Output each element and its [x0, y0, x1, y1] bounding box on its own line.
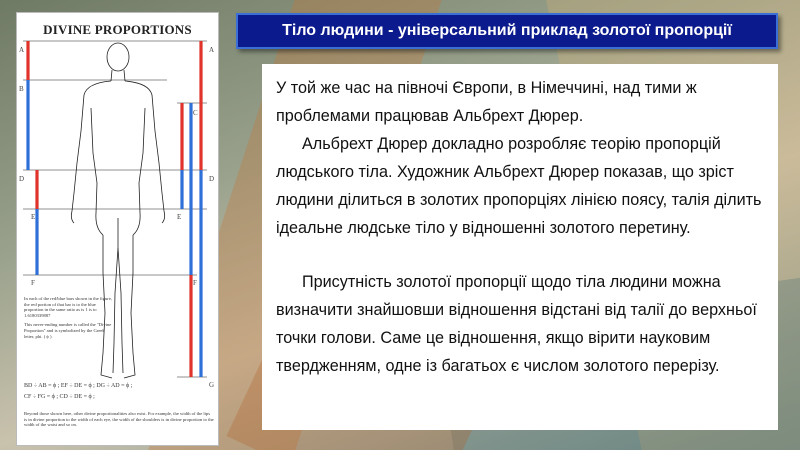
- label-e-left: E: [31, 213, 36, 221]
- slide-title: Тіло людини - універсальний приклад золотої пропорції: [282, 22, 732, 39]
- text-panel: [262, 64, 778, 430]
- caption-ratio-text: In each of the red/blue bars shown in the figure, the red portion of that bar is to the blue proportion in the same ratio as is 1 is to 1.6180339887: [24, 296, 113, 318]
- label-f-right: F: [193, 279, 197, 287]
- label-d-right: D: [209, 175, 215, 183]
- formula-line-2: CF ÷ FG = ϕ ; CD ÷ DE = ϕ ;: [24, 394, 95, 400]
- label-a-right: A: [209, 46, 215, 54]
- label-b: B: [19, 85, 24, 93]
- figure-caption: [24, 296, 114, 343]
- figure-footnote: Beyond those shown here, other divine proportionalities also exist. For example, the width of the lips is in divine proportion to the width of each eye, the width of the shoulders is in divine proportion to the width of the waist and so on.: [24, 411, 214, 428]
- caption-phi-text: This never-ending number is called the "Divine Proportion" and is symbolized by the Greek letter, phi. ( ϕ ): [24, 322, 112, 339]
- label-c: C: [193, 109, 198, 117]
- formula-line-1: BD ÷ AB = ϕ ; EF ÷ DE = ϕ ; DG ÷ AD = ϕ ;: [24, 383, 133, 389]
- paragraph-3: Присутність золотої пропорції щодо тіла людини можна визначити знайшовши відношення відстані від талії до верхньої точки голови. Саме це відношення, якщо вірити науковим твердженням, одне із багатьох є числом золотого перерізу.: [276, 273, 757, 375]
- label-e-right: E: [177, 213, 182, 221]
- label-f-left: F: [31, 279, 35, 287]
- paragraph-2: Альбрехт Дюрер докладно розробляє теорію пропорцій людського тіла. Художник Альбрехт Дюрер показав, що зріст людини ділиться в золотих пропорціях лінією поясу, талія ділить ідеальне людське тіло у відношенні золотого перетину.: [276, 135, 762, 237]
- figure-heading: DIVINE PROPORTIONS: [43, 22, 192, 37]
- label-g: G: [209, 381, 215, 389]
- figure-drawing: [17, 13, 218, 445]
- divine-proportions-figure: [16, 12, 219, 446]
- label-a-left: A: [19, 46, 25, 54]
- label-d-left: D: [19, 175, 25, 183]
- slide-title-bar: [236, 13, 778, 49]
- paragraph-1: У той же час на півночі Європи, в Німеччині, над тими ж проблемами працював Альбрехт Дюрер.: [276, 79, 697, 125]
